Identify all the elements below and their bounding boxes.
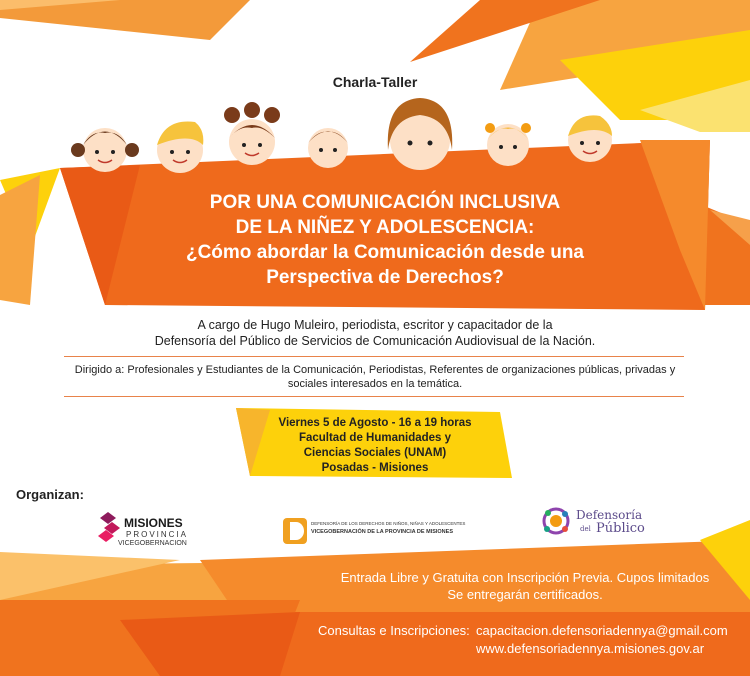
audience-info bbox=[70, 363, 680, 391]
footer-note-line-2: Se entregarán certificados. bbox=[447, 587, 603, 602]
headline-line-2: DE LA NIÑEZ Y ADOLESCENCIA: bbox=[235, 217, 535, 238]
misiones-logo-sub2: VICEGOBERNACION bbox=[118, 540, 187, 547]
defensoria-publico-logo-line-2: Público bbox=[596, 521, 645, 536]
contact-label: Consultas e Inscripciones: bbox=[318, 623, 470, 638]
defensoria-publico-logo-mark bbox=[544, 509, 568, 533]
audience-line-2: sociales interesados en la temática. bbox=[287, 378, 463, 390]
headline bbox=[150, 190, 620, 290]
event-city: Posadas - Misiones bbox=[321, 462, 429, 474]
event-venue-line-1: Facultad de Humanidades y bbox=[298, 432, 452, 444]
speaker-line-2: Defensoría del Público de Servicios de Comunicación Audiovisual de la Nación. bbox=[154, 334, 596, 348]
defensoria-publico-logo-line-1: Defensoría bbox=[576, 508, 643, 522]
defensoria-nna-logo-mark bbox=[283, 518, 307, 544]
headline-line-4: Perspectiva de Derechos? bbox=[266, 267, 504, 288]
speaker-info bbox=[60, 317, 690, 349]
footer-note bbox=[300, 569, 750, 603]
speaker-line-1: A cargo de Hugo Muleiro, periodista, escritor y capacitador de la bbox=[197, 318, 553, 332]
event-kicker: Charla-Taller bbox=[332, 74, 418, 90]
audience-line-1: Dirigido a: Profesionales y Estudiantes de la Comunicación, Periodistas, Referentes de organizaciones públicas, privadas y bbox=[74, 364, 676, 376]
contact-website-link[interactable]: www.defensoriadennya.misiones.gov.ar bbox=[476, 641, 705, 656]
defensoria-nna-logo-line-1: DEFENSORÍA DE LOS DERECHOS DE NIÑOS, NIÑAS Y ADOLESCENTES bbox=[311, 521, 466, 526]
divider-bottom bbox=[64, 396, 684, 397]
footer-note-line-1: Entrada Libre y Gratuita con Inscripción Previa. Cupos limitados bbox=[340, 570, 710, 585]
headline-line-1: POR UNA COMUNICACIÓN INCLUSIVA bbox=[209, 192, 561, 213]
event-details bbox=[260, 416, 490, 476]
misiones-logo-sub: PROVINCIA bbox=[126, 530, 189, 539]
divider-top bbox=[64, 356, 684, 357]
contact-email-link[interactable]: capacitacion.defensoriadennya@gmail.com bbox=[476, 623, 728, 638]
headline-line-3: ¿Cómo abordar la Comunicación desde una bbox=[185, 242, 584, 263]
event-venue-line-2: Ciencias Sociales (UNAM) bbox=[303, 447, 447, 459]
defensoria-nna-logo-line-2: VICEGOBERNACIÓN DE LA PROVINCIA DE MISIONES bbox=[311, 529, 453, 535]
defensoria-publico-logo-small: del bbox=[580, 525, 591, 533]
event-date: Viernes 5 de Agosto - 16 a 19 horas bbox=[278, 417, 472, 429]
misiones-logo-mark bbox=[98, 512, 120, 542]
organizers-label: Organizan: bbox=[16, 487, 84, 502]
misiones-logo-name: MISIONES bbox=[124, 516, 183, 530]
